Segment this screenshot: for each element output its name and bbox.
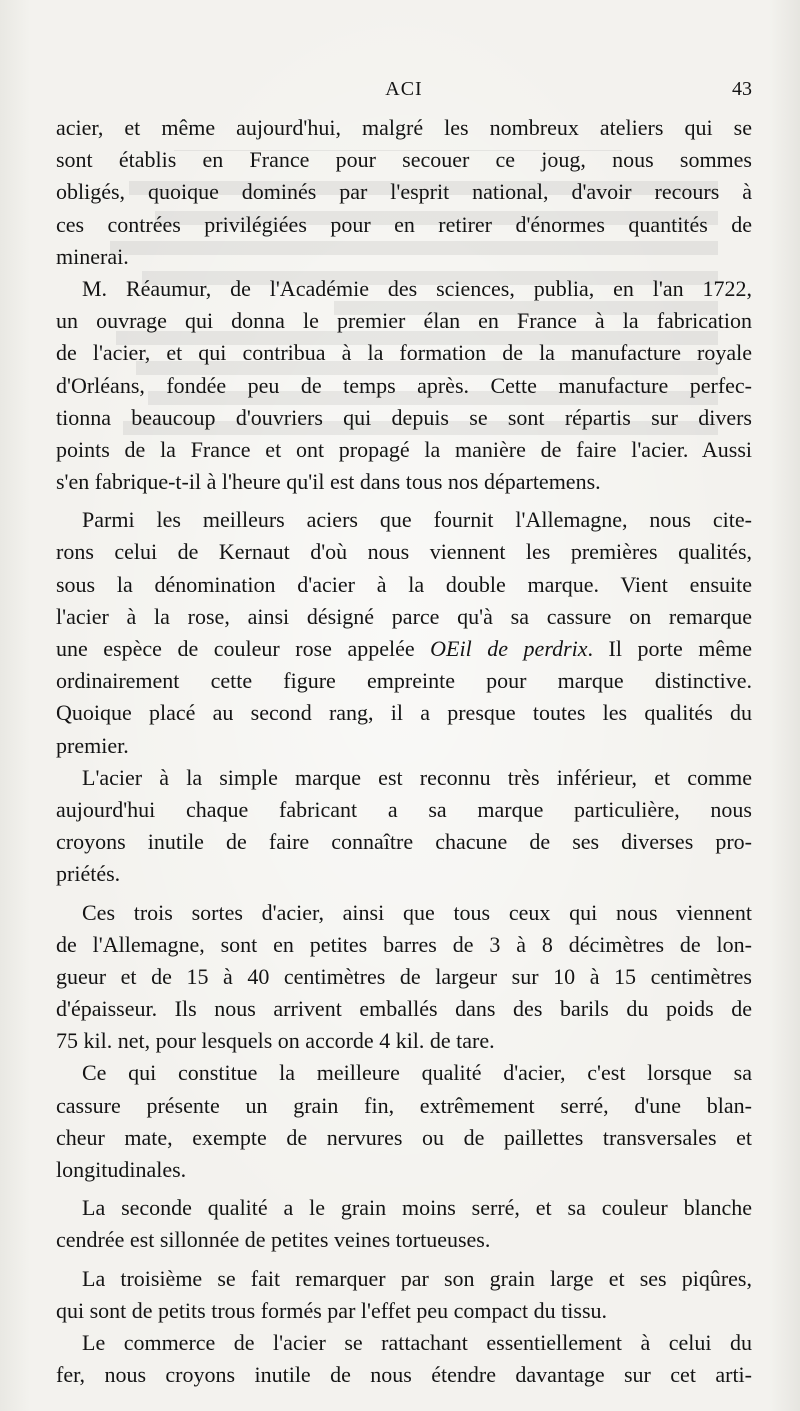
text-line: points de la France et ont propagé la manière de faire l'acier. Aussi [56, 436, 752, 462]
text-line: ordinairement cette figure empreinte pour marque distinctive. [56, 668, 752, 694]
paragraph [56, 1263, 752, 1327]
text-line: L'acier à la simple marque est reconnu très inférieur, et comme [82, 764, 752, 790]
paragraph [56, 504, 752, 762]
text-line: d'épaisseur. Ils nous arrivent emballés dans des barils du poids de [56, 996, 752, 1022]
text-line: gueur et de 15 à 40 centimètres de largeur sur 10 à 15 centimètres [56, 963, 752, 989]
text-line: sous la dénomination d'acier à la double marque. Vient ensuite [56, 571, 752, 597]
text-line: croyons inutile de faire connaître chacune de ses diverses pro- [56, 829, 752, 855]
text-line: Quoique placé au second rang, il a presque toutes les qualités du [56, 700, 752, 726]
text-line: fer, nous croyons inutile de nous étendre davantage sur cet arti- [56, 1362, 752, 1388]
text-line: La troisième se fait remarquer par son grain large et ses piqûres, [82, 1265, 752, 1291]
text-line: cassure présente un grain fin, extrêmement serré, d'une blan- [56, 1092, 752, 1118]
text-line: Ce qui constitue la meilleure qualité d'acier, c'est lorsque sa [82, 1060, 752, 1086]
text-segment: une espèce de couleur rose appelée [56, 636, 415, 661]
paragraph [56, 1057, 752, 1186]
text-segment: . Il porte même [587, 636, 752, 661]
text-line: l'acier à la rose, ainsi désigné parce qu'à sa cassure on remarque [56, 603, 752, 629]
text-line-with-italic [56, 633, 752, 665]
text-line: tionna beaucoup d'ouvriers qui depuis se sont répartis sur divers [56, 404, 752, 430]
text-line: de l'Allemagne, sont en petites barres de 3 à 8 décimètres de lon- [56, 931, 752, 957]
text-line: ces contrées privilégiées pour en retirer d'énormes quantités de [56, 211, 752, 237]
text-line: acier, et même aujourd'hui, malgré les nombreux ateliers qui se [56, 115, 752, 140]
page-header [56, 78, 752, 108]
text-line: 75 kil. net, pour lesquels on accorde 4 kil. de tare. [56, 1028, 495, 1054]
text-line: d'Orléans, fondée peu de temps après. Cette manufacture perfec- [56, 372, 752, 398]
text-line: longitudinales. [56, 1157, 187, 1182]
paragraph [56, 112, 752, 273]
page-number: 43 [732, 78, 752, 100]
running-head: ACI [385, 78, 423, 100]
text-line: un ouvrage qui donna le premier élan en France à la fabrication [56, 308, 752, 334]
text-line: sont établis en France pour secouer ce joug, nous sommes [56, 147, 752, 173]
text-line: Parmi les meilleurs aciers que fournit l'Allemagne, nous cite- [82, 507, 752, 533]
text-line: priétés. [56, 861, 121, 887]
paragraph [56, 1192, 752, 1256]
text-line: de l'acier, et qui contribua à la formation de la manufacture royale [56, 340, 752, 366]
text-line: premier. [56, 732, 129, 758]
text-line: cheur mate, exempte de nervures ou de paillettes transversales et [56, 1124, 752, 1150]
text-line: minerai. [56, 243, 129, 269]
paragraph [56, 897, 752, 1058]
text-line: qui sont de petits trous formés par l'effet peu compact du tissu. [56, 1297, 607, 1323]
text-line: M. Réaumur, de l'Académie des sciences, publia, en l'an 1722, [82, 275, 752, 301]
body-text [56, 112, 752, 1391]
text-line: Ces trois sortes d'acier, ainsi que tous ceux qui nous viennent [82, 899, 752, 925]
text-line: rons celui de Kernaut d'où nous viennent les premières qualités, [56, 539, 752, 565]
paragraph [56, 273, 752, 498]
text-line: Le commerce de l'acier se rattachant essentiellement à celui du [82, 1329, 752, 1355]
text-line: aujourd'hui chaque fabricant a sa marque particulière, nous [56, 796, 752, 822]
text-line: s'en fabrique-t-il à l'heure qu'il est dans tous nos départemens. [56, 469, 601, 495]
text-line: obligés, quoique dominés par l'esprit national, d'avoir recours à [56, 179, 752, 205]
paragraph [56, 762, 752, 891]
italic-term: OEil de perdrix [430, 636, 588, 661]
text-line: La seconde qualité a le grain moins serré, et sa couleur blanche [82, 1195, 752, 1221]
paragraph [56, 1327, 752, 1391]
text-line: cendrée est sillonnée de petites veines tortueuses. [56, 1227, 491, 1253]
